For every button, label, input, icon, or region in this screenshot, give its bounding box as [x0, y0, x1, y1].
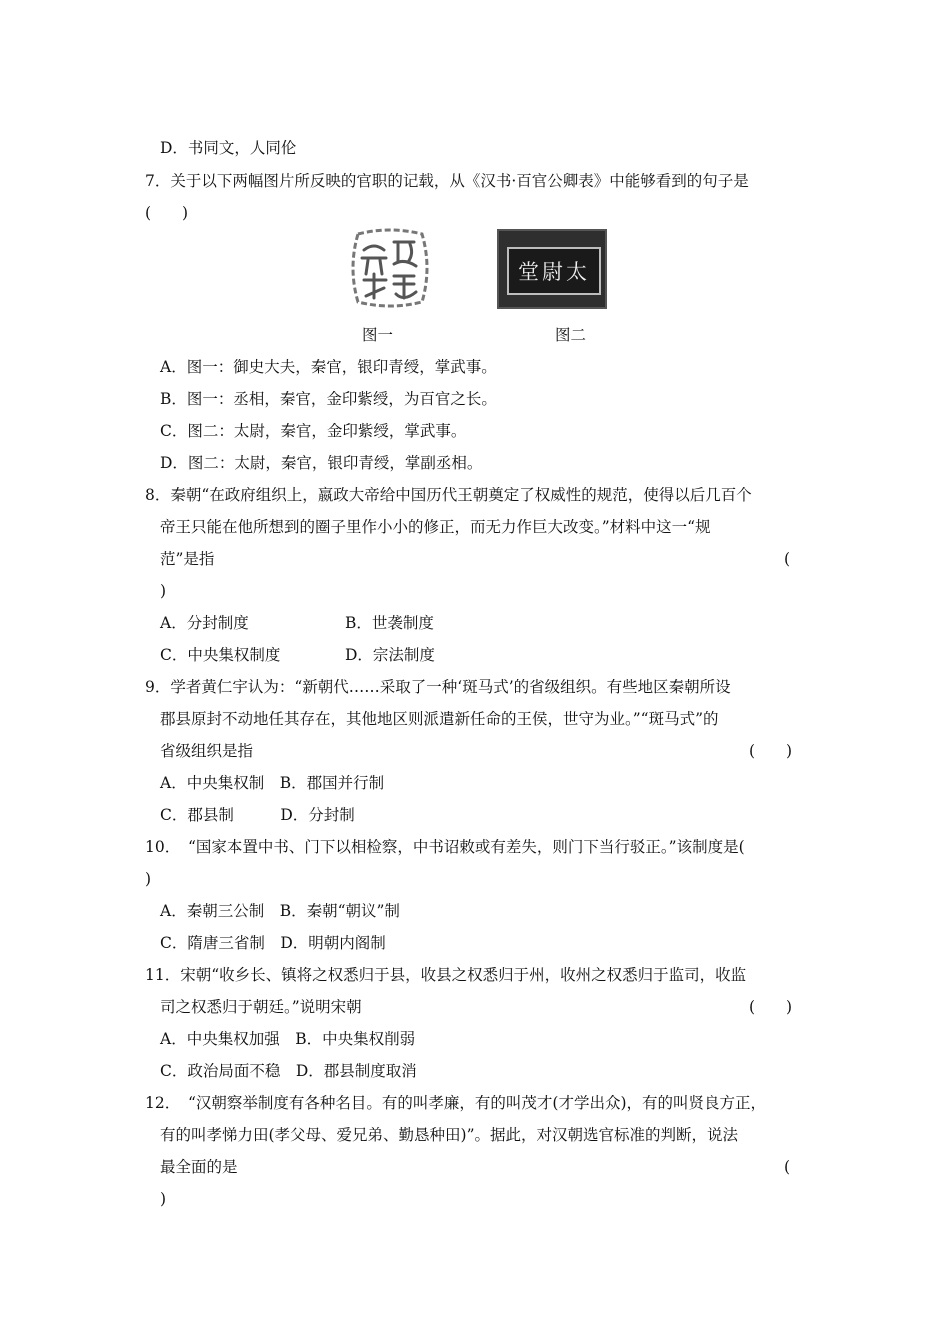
figure-1-caption: 图一: [362, 326, 394, 344]
q7-stem: 7．关于以下两幅图片所反映的官职的记载，从《汉书·百官公卿表》中能够看到的句子是: [145, 172, 749, 190]
q11-options-ab: A．中央集权加强 B．中央集权削弱: [160, 1030, 416, 1048]
q8-stem-line3: 范”是指: [160, 550, 215, 568]
q12-stem-line3: 最全面的是: [160, 1158, 238, 1176]
q6-option-d: D．书同文，人同伦: [160, 139, 297, 157]
q7-bracket: ( ): [145, 204, 189, 222]
q10-options-cd: C．隋唐三省制 D．明朝内阁制: [160, 934, 386, 952]
q9-stem-line1: 9．学者黄仁宇认为：“新朝代……采取了一种‘斑马式’的省级组织。有些地区秦朝所设: [145, 678, 731, 696]
plaque-image: [497, 229, 607, 309]
q7-option-c: C．图二：太尉，秦官，金印紫绶，掌武事。: [160, 422, 467, 440]
q11-stem-line1: 11．宋朝“收乡长、镇将之权悉归于县，收县之权悉归于州，收州之权悉归于监司，收监: [145, 966, 747, 984]
q7-option-d: D．图二：太尉，秦官，银印青绶，掌副丞相。: [160, 454, 483, 472]
seal-image: [348, 228, 432, 308]
q8-stem-line2: 帝王只能在他所想到的圈子里作小小的修正，而无力作巨大改变。”材料中这一“规: [160, 518, 711, 536]
q9-bracket: ( ): [749, 742, 793, 760]
q10-options-ab: A．秦朝三公制 B．秦朝“朝议”制: [160, 902, 400, 920]
seal-icon: [348, 228, 432, 308]
q7-option-b: B．图一：丞相，秦官，金印紫绶，为百官之长。: [160, 390, 497, 408]
q12-stem-line2: 有的叫孝悌力田(孝父母、爱兄弟、勤恳种田)”。据此，对汉朝选官标准的判断，说法: [160, 1126, 739, 1144]
q8-option-d: D．宗法制度: [345, 646, 435, 664]
q12-stem-line1: 12． “汉朝察举制度有各种名目。有的叫孝廉，有的叫茂才(才学出众)，有的叫贤良方正，: [145, 1094, 766, 1112]
figure-2-caption: 图二: [555, 326, 587, 344]
q10-stem: 10． “国家本置中书、门下以相检察，中书诏敕或有差失，则门下当行驳正。”该制度是(: [145, 838, 745, 856]
q11-options-cd: C．政治局面不稳 D．郡县制度取消: [160, 1062, 417, 1080]
q7-option-a: A．图一：御史大夫，秦官，银印青绶，掌武事。: [160, 358, 497, 376]
q11-bracket: ( ): [749, 998, 793, 1016]
q10-bracket-close: ): [145, 870, 152, 888]
q8-option-b: B．世袭制度: [345, 614, 434, 632]
q9-options-cd: C．郡县制 D．分封制: [160, 806, 355, 824]
q11-stem-line2: 司之权悉归于朝廷。”说明宋朝: [160, 998, 362, 1016]
q8-option-a: A．分封制度: [160, 614, 249, 632]
q8-stem-line1: 8．秦朝“在政府组织上，嬴政大帝给中国历代王朝奠定了权威性的规范，使得以后几百个: [145, 486, 752, 504]
q8-option-c: C．中央集权制度: [160, 646, 281, 664]
q9-stem-line3: 省级组织是指: [160, 742, 254, 760]
q8-bracket-close: ): [160, 582, 167, 600]
plaque-inscription: 堂尉太: [507, 247, 601, 295]
q8-bracket-open: (: [784, 550, 791, 568]
q12-bracket-close: ): [160, 1190, 167, 1208]
q9-stem-line2: 郡县原封不动地任其存在，其他地区则派遣新任命的王侯，世守为业。”“斑马式”的: [160, 710, 719, 728]
q9-options-ab: A．中央集权制 B．郡国并行制: [160, 774, 385, 792]
q12-bracket-open: (: [784, 1158, 791, 1176]
